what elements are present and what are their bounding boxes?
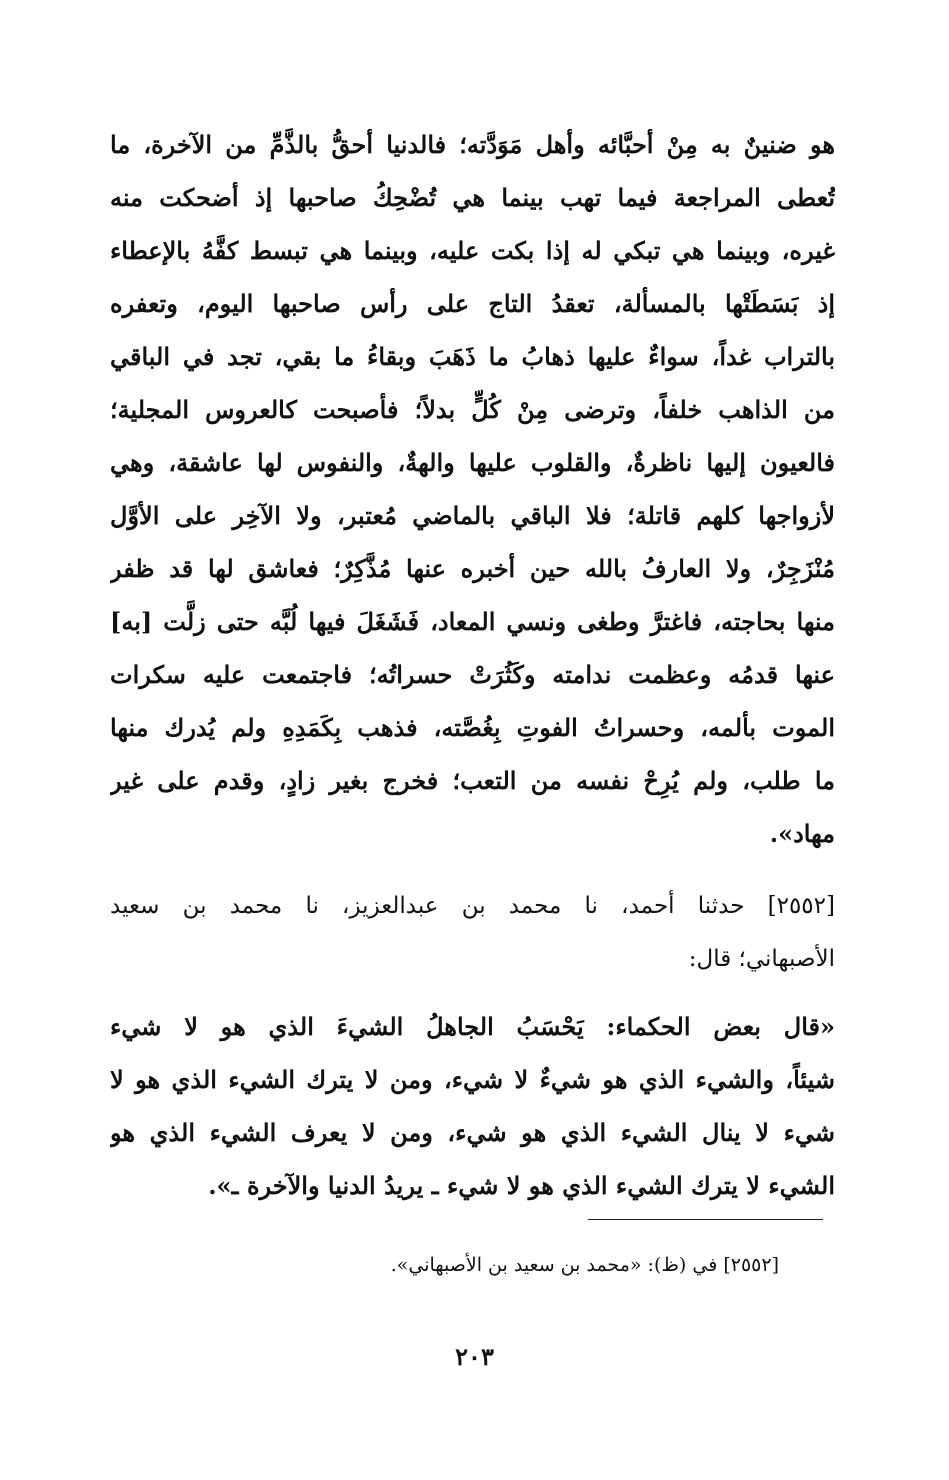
text-line: الموت بألمه، وحسراتُ الفوتِ بِغُصَّته، فذهب بِكَمَدِهِ ولم يُدرك منها bbox=[110, 713, 835, 742]
text-line: شيئاً، والشيء الذي هو شيءٌ لا شيء، ومن لا يترك الشيء الذي هو لا bbox=[110, 1065, 835, 1094]
text-line: شيء لا ينال الشيء الذي هو شيء، ومن لا يعرف الشيء الذي هو bbox=[110, 1118, 835, 1147]
text-line: عنها قدمُه وعظمت ندامته وكَثُرَتْ حسراتُه؛ فاجتمعت عليه سكرات bbox=[110, 660, 835, 689]
text-line: الشيء لا يترك الشيء الذي هو لا شيء ـ يريدُ الدنيا والآخرة ـ». bbox=[208, 1171, 835, 1200]
footnote-text: [٢٥٥٢] في (ظ): «محمد بن سعيد بن الأصبهاني». bbox=[390, 1254, 779, 1276]
text-line: لأزواجها كلهم قاتلة؛ فلا الباقي بالماضي مُعتبر، ولا الآخِر على الأوَّل bbox=[110, 501, 835, 530]
text-line: الأصبهاني؛ قال: bbox=[688, 946, 835, 972]
text-line: هو ضنينٌ به مِنْ أحبَّائه وأهل مَوَدَّته؛ فالدنيا أحقُّ بالذَّمِّ من الآخرة، ما bbox=[110, 130, 835, 159]
text-line: إذ بَسَطَتْها بالمسألة، تعقدُ التاج على رأس صاحبها اليوم، وتعفره bbox=[110, 289, 835, 318]
text-line: «قال بعض الحكماء: يَحْسَبُ الجاهلُ الشيءَ الذي هو لا شيء bbox=[110, 1012, 835, 1041]
paragraph-main-text bbox=[110, 118, 835, 860]
text-line: من الذاهب خلفاً، وترضى مِنْ كُلٍّ بدلاً؛ فأصبحت كالعروس المجلية؛ bbox=[110, 395, 835, 424]
text-line: تُعطى المراجعة فيما تهب بينما هي تُضْحِكُ صاحبها إذ أضحكت منه bbox=[110, 183, 835, 212]
text-line: بالتراب غداً، سواءٌ عليها ذهابُ ما ذَهَبَ وبقاءُ ما بقي، تجد في الباقي bbox=[110, 342, 835, 371]
text-line: منها بحاجته، فاغترَّ وطغى ونسي المعاد، فَشَغَلَ فيها لُبَّه حتى زلَّت [به] bbox=[110, 607, 835, 636]
page-number: ٢٠٣ bbox=[455, 1342, 494, 1371]
text-line: [٢٥٥٢] حدثنا أحمد، نا محمد بن عبدالعزيز، نا محمد بن سعيد bbox=[110, 893, 835, 919]
text-line: مُنْزَجِرٌ، ولا العارفُ بالله حين أخبره عنها مُذَّكِرٌ؛ فعاشق لها قد ظفر bbox=[110, 554, 835, 583]
text-line: فالعيون إليها ناظرةٌ، والقلوب عليها والهةٌ، والنفوس لها عاشقة، وهي bbox=[110, 448, 835, 477]
text-line: ما طلب، ولم يُرِحْ نفسه من التعب؛ فخرج بغير زادٍ، وقدم على غير bbox=[110, 766, 835, 795]
footnote bbox=[110, 1250, 835, 1280]
paragraph-quote bbox=[110, 1000, 835, 1212]
paragraph-isnad bbox=[110, 880, 835, 986]
text-line: مهاد». bbox=[769, 819, 835, 848]
text-line: غيره، وبينما هي تبكي له إذا بكت عليه، وبينما هي تبسط كفَّهُ بالإعطاء bbox=[110, 236, 835, 265]
footnote-divider bbox=[588, 1219, 823, 1220]
